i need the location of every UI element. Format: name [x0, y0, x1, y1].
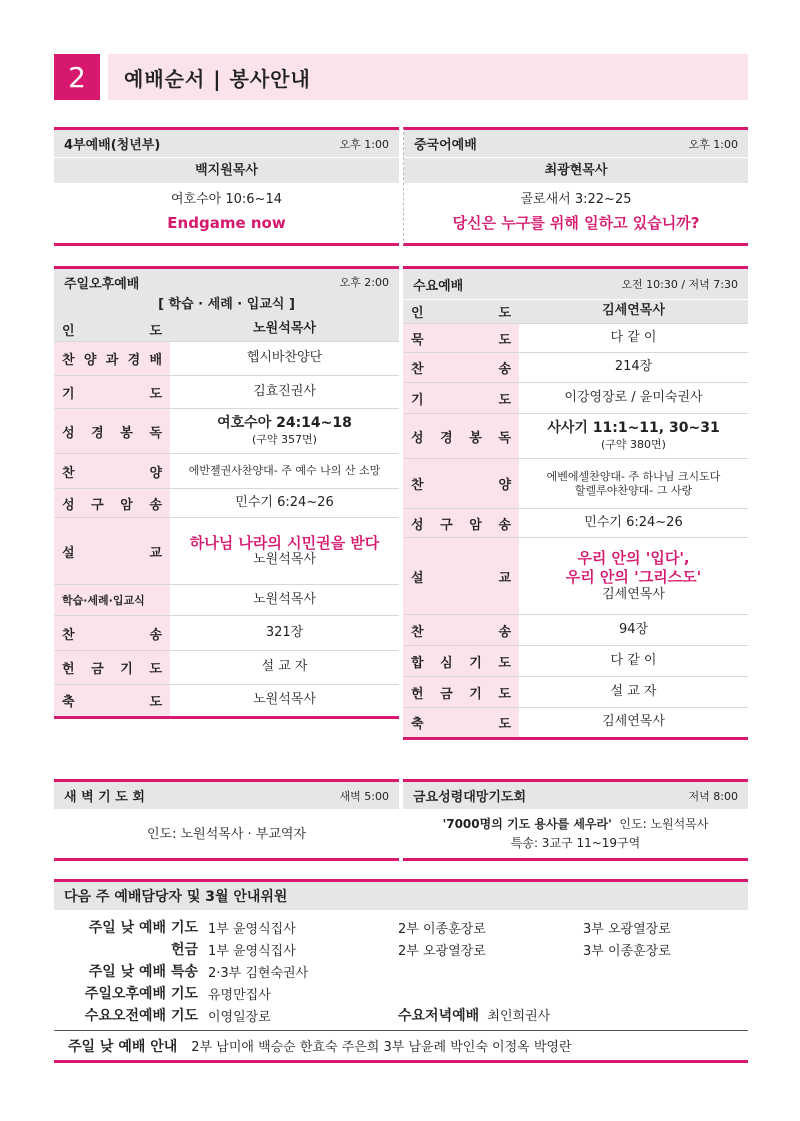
chinese-service-title: 중국어예배	[414, 138, 477, 153]
table-row: 성 경 봉 독 사사기 11:1~11, 30~31 (구약 380면)	[403, 414, 748, 459]
chinese-service-time: 오후 1:00	[688, 137, 738, 151]
service-4-time: 오후 1:00	[339, 137, 389, 151]
wednesday-service	[403, 266, 748, 740]
table-row: 찬 양 에벤에셀찬양대- 주 하나님 크시도다 할렐루야찬양대- 그 사랑	[403, 459, 748, 509]
list-item: 헌금 1부 윤영식집사 2부 오광열장로 3부 이종훈장로	[170, 942, 671, 959]
table-row: 기 도 이강영장로 / 윤미숙권사	[403, 383, 748, 414]
table-row: 합 심 기 도 다 같 이	[403, 646, 748, 677]
dawn-prayer-box	[54, 779, 399, 861]
table-row: 헌 금 기 도 설 교 자	[54, 651, 399, 685]
table-row: 설 교 하나님 나라의 시민권을 받다 노원석목사	[54, 518, 399, 585]
table-row: 찬 송 214장	[403, 353, 748, 383]
list-item: 수요오전예배 기도 이영일장로 수요저녁예배 최인희권사	[84, 1008, 551, 1025]
table-row: 헌 금 기 도 설 교 자	[403, 677, 748, 708]
table-row: 찬 송 94장	[403, 615, 748, 646]
table-row: 묵 도 다 같 이	[403, 324, 748, 353]
friday-theme: '7000명의 기도 용사를 세우라'	[442, 817, 612, 831]
list-item: 주일오후예배 기도 유명만집사	[84, 986, 271, 1003]
table-row: 기 도 김효진권사	[54, 376, 399, 409]
usher-row: 주일 낮 예배 안내 2부 남미애 백승순 한효숙 주은희 3부 남윤례 박인숙 이정옥 박영란	[54, 1030, 748, 1060]
section-number: 2	[54, 54, 100, 100]
table-row: 찬 송 321장	[54, 616, 399, 651]
wednesday-time: 오전 10:30 / 저녁 7:30	[621, 278, 738, 291]
friday-title: 금요성령대망기도회	[413, 790, 527, 805]
table-row: 인 도 김세연목사	[403, 299, 748, 324]
service-4-leader: 백지원목사	[54, 157, 399, 183]
table-row: 인 도 노원석목사	[54, 317, 399, 342]
chinese-service-sermon: 당신은 누구를 위해 일하고 있습니까?	[452, 214, 700, 232]
chinese-service-box	[403, 127, 748, 246]
table-row: 찬 양 과 경 배 헵시바찬양단	[54, 342, 399, 376]
next-week-title: 다음 주 예배담당자 및 3월 안내위원	[54, 882, 748, 910]
table-row: 성 경 봉 독 여호수아 24:14~18 (구약 357면)	[54, 409, 399, 454]
table-row: 찬 양 에반젤권사찬양대- 주 예수 나의 산 소망	[54, 454, 399, 489]
service-4-scripture: 여호수아 10:6~14	[171, 192, 282, 207]
table-row: 성 구 암 송 민수기 6:24~26	[403, 509, 748, 538]
table-row: 축 도 김세연목사	[403, 708, 748, 737]
sunday-pm-service	[54, 266, 399, 719]
table-row: 설 교 우리 안의 '입다', 우리 안의 '그리스도' 김세연목사	[403, 538, 748, 615]
chinese-service-scripture: 골로새서 3:22~25	[520, 192, 632, 207]
service-4-sermon: Endgame now	[167, 214, 286, 232]
table-row: 축 도 노원석목사	[54, 685, 399, 716]
dawn-title: 새 벽 기 도 회	[64, 790, 145, 805]
friday-special: 특송: 3교구 11~19구역	[510, 836, 641, 850]
sunday-pm-time: 오후 2:00	[339, 276, 389, 289]
friday-prayer-box	[403, 779, 748, 861]
service-4-box	[54, 127, 399, 246]
dawn-time: 새벽 5:00	[339, 789, 389, 803]
table-row: 성 구 암 송 민수기 6:24~26	[54, 489, 399, 518]
service-4-title: 4부예배(청년부)	[64, 138, 161, 153]
sunday-pm-title: 주일오후예배	[64, 276, 140, 292]
page-title: 예배순서 | 봉사안내	[108, 54, 748, 100]
section-header	[54, 54, 748, 100]
chinese-service-leader: 최광현목사	[404, 157, 748, 183]
wednesday-title: 수요예배	[413, 278, 464, 294]
list-item: 주일 낮 예배 특송 2·3부 김현숙권사	[88, 964, 309, 981]
table-row: 학습·세례·입교식 노원석목사	[54, 585, 399, 616]
list-item: 주일 낮 예배 기도 1부 윤영식집사 2부 이종훈장로 3부 오광열장로	[88, 920, 671, 937]
dawn-leader: 인도: 노원석목사 · 부교역자	[146, 827, 307, 842]
friday-time: 저녁 8:00	[688, 789, 738, 803]
friday-leader: 인도: 노원석목사	[619, 817, 709, 831]
next-week-box	[54, 879, 748, 1063]
sunday-pm-subtitle: [ 학습 · 세례 · 입교식 ]	[54, 295, 399, 317]
